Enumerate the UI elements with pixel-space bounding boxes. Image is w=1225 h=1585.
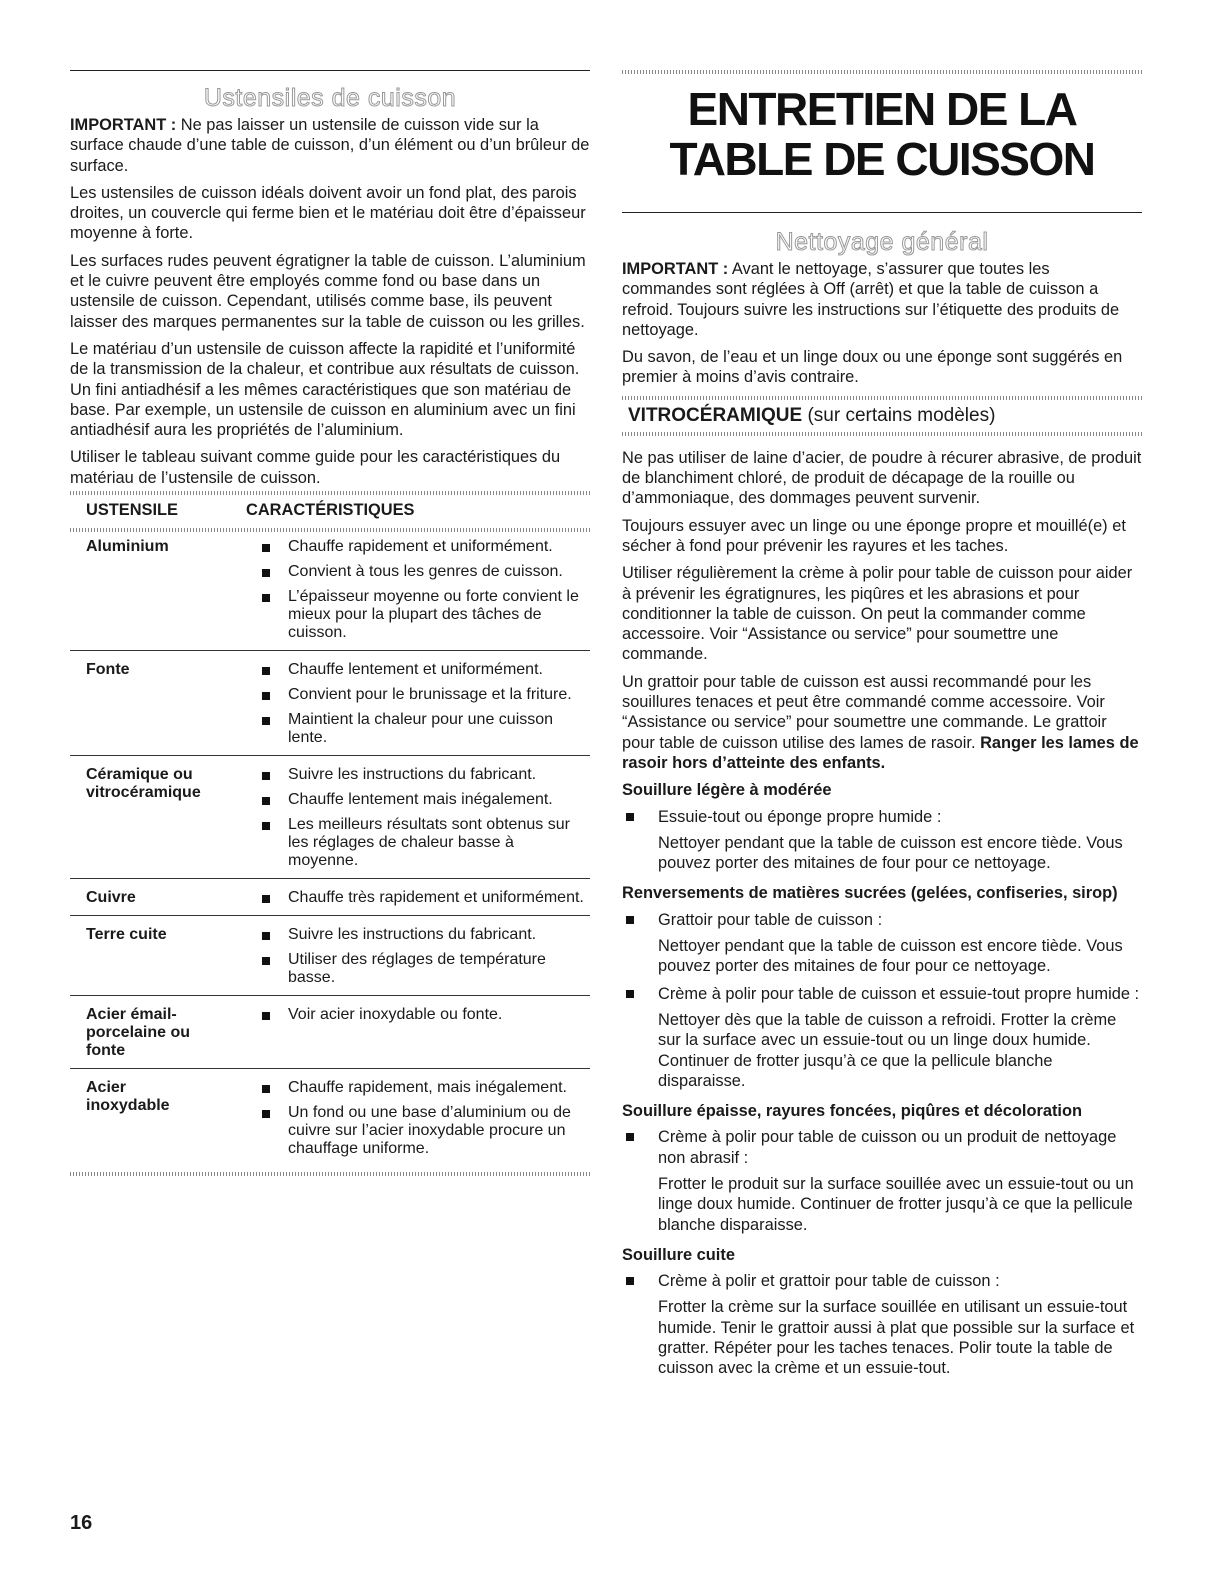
list-item: [622, 807, 1142, 827]
table-bottom-rule: [70, 1172, 590, 1176]
paragraph: Toujours essuyer avec un linge ou une éponge propre et mouillé(e) et sécher à fond pour prévenir les rayures et les taches.: [622, 516, 1126, 555]
list-item-text: Crème à polir pour table de cuisson et essuie-tout propre humide :: [658, 984, 1140, 1003]
bullet-icon: [262, 692, 270, 700]
bullet-icon: [626, 990, 634, 998]
table-row: [70, 879, 590, 916]
row-item: Suivre les instructions du fabricant.: [288, 766, 537, 784]
bullet-icon: [262, 772, 270, 780]
bullet-icon: [262, 1012, 270, 1020]
paragraph: Le matériau d’un ustensile de cuisson affecte la rapidité et l’uniformité de la transmission de la chaleur, et contribue aux résultats de cuisson. Un fini antiadhésif a les mêmes caractéristiques que son matériau de base. Par exemple, un ustensile de cuisson en aluminium avec un fini antiadhésif aura les propriétés de l’aluminium.: [70, 339, 580, 440]
header-ustensile: USTENSILE: [86, 501, 178, 520]
row-item: Chauffe rapidement, mais inégalement.: [288, 1079, 567, 1097]
subheading: Souillure légère à modérée: [622, 781, 832, 800]
subheading: Souillure épaisse, rayures foncées, piqûres et décoloration: [622, 1102, 1083, 1121]
list-item-detail: Frotter le produit sur la surface souillée avec un essuie-tout ou un linge doux humide. Continuer de frotter jusqu’à ce que la pellicule blanche disparaisse.: [658, 1174, 1134, 1234]
row-name-wrap: [70, 766, 262, 870]
important-paragraph: [70, 115, 590, 176]
row-name: Acier émail-porcelaine ou fonte: [86, 1006, 191, 1060]
bullet-icon: [262, 1085, 270, 1093]
row-name: Cuivre: [86, 889, 136, 907]
list-item-detail: Nettoyer dès que la table de cuisson a refroidi. Frotter la crème sur la surface avec un essuie-tout ou un linge doux humide. Continuer de frotter jusqu’à ce que la pellicule blanche disparaisse.: [658, 1010, 1117, 1090]
important-text: Ne pas laisser un ustensile de cuisson vide sur la surface chaude d’une table de cuisson, d’un élément ou d’un brûleur de surface.: [70, 116, 590, 175]
p4-bold: Ranger les lames de rasoir hors d’atteinte des enfants.: [622, 733, 1139, 772]
table-row: [70, 651, 590, 756]
list-item: [622, 984, 1142, 1004]
bullet-icon: [626, 1277, 634, 1285]
row-item: L’épaisseur moyenne ou forte convient le mieux pour la plupart des tâches de cuisson.: [288, 588, 579, 642]
table-header: [70, 495, 590, 528]
row-name-wrap: [70, 1006, 262, 1060]
row-name: Acier inoxydable: [86, 1079, 170, 1115]
vitroceramique-heading: [622, 400, 1142, 432]
row-item: Suivre les instructions du fabricant.: [288, 926, 537, 944]
row-item: Utiliser des réglages de température basse.: [288, 951, 546, 987]
page-number: 16: [70, 1512, 93, 1534]
bullet-icon: [626, 916, 634, 924]
paragraph: [622, 672, 1142, 773]
subheading: Souillure cuite: [622, 1245, 735, 1264]
band-bold: VITROCÉRAMIQUE: [628, 404, 803, 426]
list-item-text: Essuie-tout ou éponge propre humide :: [658, 807, 942, 826]
list-item: [622, 910, 1142, 930]
bullet-icon: [262, 797, 270, 805]
paragraph: Ne pas utiliser de laine d’acier, de poudre à récurer abrasive, de produit de blanchiment chloré, de produit de décapage de la rouille ou d’ammoniaque, des dommages peuvent survenir.: [622, 448, 1142, 508]
band-bottom-rule: [622, 432, 1142, 436]
row-item: Chauffe lentement mais inégalement.: [288, 791, 553, 809]
band-rest: (sur certains modèles): [802, 404, 996, 426]
page-title: ENTRETIEN DE LA TABLE DE CUISSON: [669, 83, 1095, 185]
cookware-section-title: Ustensiles de cuisson: [203, 84, 457, 112]
row-item: Convient à tous les genres de cuisson.: [288, 563, 563, 581]
paragraph: Utiliser régulièrement la crème à polir pour table de cuisson pour aider à prévenir les égratignures, les piqûres et les abrasions et pour conditionner la table de cuisson. On peut la commander comme accessoire. Voir “Assistance ou service” pour soumettre une commande.: [622, 564, 1133, 664]
bullet-icon: [262, 667, 270, 675]
bullet-icon: [262, 822, 270, 830]
bullet-icon: [626, 1133, 634, 1141]
bullet-icon: [262, 957, 270, 965]
bullet-icon: [262, 1110, 270, 1118]
row-name: Aluminium: [86, 538, 169, 556]
list-item-detail: Nettoyer pendant que la table de cuisson est encore tiède. Vous pouvez porter des mitaines de four pour ce nettoyage.: [658, 833, 1123, 873]
important-lead: IMPORTANT :: [70, 116, 177, 134]
row-item: Les meilleurs résultats sont obtenus sur les réglages de chaleur basse à moyenne.: [288, 816, 570, 870]
row-item: Chauffe rapidement et uniformément.: [288, 538, 553, 556]
top-rule: [70, 70, 590, 71]
table-row: [70, 756, 590, 879]
paragraph: Les ustensiles de cuisson idéals doivent avoir un fond plat, des parois droites, un couvercle qui ferme bien et le matériau doit être d’épaisseur moyenne à forte.: [70, 183, 586, 243]
important-paragraph: [622, 259, 1142, 340]
right-column: [622, 70, 1142, 1386]
list-item-text: Crème à polir et grattoir pour table de cuisson :: [658, 1272, 1000, 1291]
row-name: Céramique ou vitrocéramique: [86, 766, 201, 802]
table-row: [70, 916, 590, 996]
row-item: Convient pour le brunissage et la friture.: [288, 686, 572, 704]
table-row: [70, 1069, 590, 1166]
left-column: [70, 70, 590, 1176]
cleaning-section-title: Nettoyage général: [775, 228, 989, 256]
top-rule: [622, 70, 1142, 74]
row-name: Fonte: [86, 661, 130, 679]
bullet-icon: [626, 813, 634, 821]
list-item-text: Crème à polir pour table de cuisson ou un produit de nettoyage non abrasif :: [658, 1128, 1117, 1167]
important-text: Avant le nettoyage, s’assurer que toutes les commandes sont réglées à Off (arrêt) et que la table de cuisson a refroid. Toujours suivre les instructions sur l’étiquette des produits de nettoyage.: [622, 260, 1120, 339]
row-name-wrap: [70, 1079, 262, 1158]
row-item: Un fond ou une base d’aluminium ou de cuivre sur l’acier inoxydable procure un chauffage uniforme.: [288, 1104, 571, 1158]
list-item-detail: Frotter la crème sur la surface souillée en utilisant un essuie-tout humide. Tenir le grattoir aussi à plat que possible sur la surface et gratter. Répéter pour les taches tenaces. Polir toute la table de cuisson avec la crème et un essuie-tout.: [658, 1298, 1135, 1378]
p4-text: Un grattoir pour table de cuisson est aussi recommandé pour les souillures tenaces et peut être commandé comme accessoire. Voir “Assistance ou service” pour soumettre une commande. Le grattoir pour table de cuisson utilise des lames de rasoir.: [622, 672, 1107, 752]
list-item-detail: Nettoyer pendant que la table de cuisson est encore tiède. Vous pouvez porter des mitaines de four pour ce nettoyage.: [658, 937, 1123, 976]
bullet-icon: [262, 594, 270, 602]
bullet-icon: [262, 717, 270, 725]
list-item: [622, 1127, 1142, 1168]
bullet-icon: [262, 544, 270, 552]
table-row: [70, 532, 590, 651]
table-row: [70, 996, 590, 1069]
row-item: Voir acier inoxydable ou fonte.: [288, 1006, 503, 1024]
list-item-text: Grattoir pour table de cuisson :: [658, 910, 883, 929]
row-item: Maintient la chaleur pour une cuisson lente.: [288, 711, 554, 747]
bullet-icon: [262, 895, 270, 903]
important-lead: IMPORTANT :: [622, 260, 729, 278]
list-item: [622, 1271, 1142, 1291]
bullet-icon: [262, 932, 270, 940]
bullet-icon: [262, 569, 270, 577]
section-rule: [622, 212, 1142, 213]
paragraph: Utiliser le tableau suivant comme guide pour les caractéristiques du matériau de l’ustensile de cuisson.: [70, 448, 561, 487]
paragraph: Les surfaces rudes peuvent égratigner la table de cuisson. L’aluminium et le cuivre peuvent être employés comme fond ou base dans un ustensile de cuisson. Cependant, utilisés comme base, ils peuvent laisser des marques permanentes sur la table de cuisson ou les grilles.: [70, 251, 586, 331]
subheading: Renversements de matières sucrées (gelées, confiseries, sirop): [622, 884, 1118, 903]
header-caracteristiques: CARACTÉRISTIQUES: [246, 501, 415, 520]
row-item: Chauffe lentement et uniformément.: [288, 661, 543, 679]
paragraph: Du savon, de l’eau et un linge doux ou une éponge sont suggérés en premier à moins d’avis contraire.: [622, 348, 1123, 387]
row-item: Chauffe très rapidement et uniformément.: [288, 889, 584, 907]
row-name: Terre cuite: [86, 926, 167, 944]
